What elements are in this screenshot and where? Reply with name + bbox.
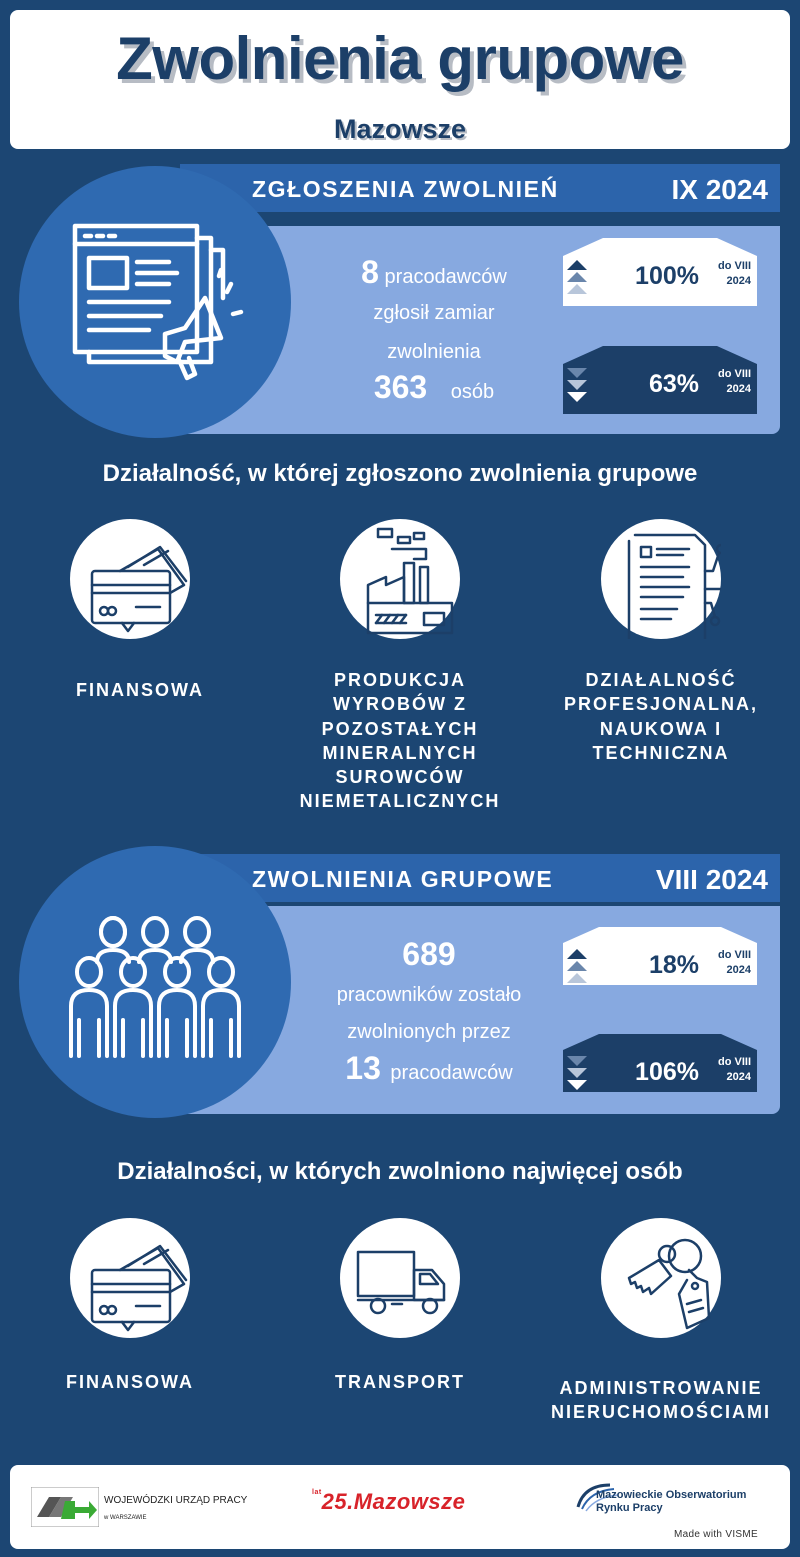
change-down-badge: [563, 346, 757, 404]
document-circuit-icon: [601, 519, 721, 639]
compare-label: do VIII: [718, 1056, 751, 1068]
page-title: Zwolnienia grupowe: [116, 25, 684, 92]
statement-line-2: pracowników zostało: [336, 984, 522, 1006]
change-up-badge: [563, 927, 757, 985]
change-down-compare: [718, 1055, 751, 1085]
compare-year: 2024: [726, 382, 751, 395]
credit-card-icon: [70, 1218, 190, 1338]
persons-count: 363: [373, 369, 428, 405]
activity-5-circle: [340, 1218, 460, 1338]
header-card: [10, 10, 790, 149]
change-up-compare: [718, 948, 751, 978]
employers-line: [300, 254, 568, 291]
activities-heading-2: Działalności, w których zwolniono najwięcej osób: [117, 1158, 683, 1185]
compare-year: 2024: [726, 1070, 751, 1083]
observatory-name: [596, 1489, 746, 1514]
persons-label: osób: [450, 381, 495, 403]
compare-year: 2024: [726, 274, 751, 287]
workers-count: 689: [402, 936, 456, 972]
change-down-value: 63%: [648, 370, 699, 398]
employers-label: pracodawców: [390, 1062, 513, 1084]
arrow-down-icon: [565, 1048, 589, 1092]
activity-6-label: ADMINISTROWANIE NIERUCHOMOŚCIAMI: [551, 1378, 771, 1423]
arrow-down-icon: [565, 360, 589, 404]
activity-2-label: PRODUKCJA WYROBÓW Z POZOSTAŁYCH MINERALNYCH SUROWCÓW NIEMETALICZNYCH: [299, 670, 501, 812]
workers-line: [295, 936, 563, 973]
statement-line-3: zwolnionych przez: [347, 1021, 511, 1043]
observatory-line-2: Rynku Pracy: [596, 1501, 663, 1514]
layoffs-circle: [19, 846, 291, 1118]
compare-year: 2024: [726, 963, 751, 976]
mazowsze-name: Mazowsze: [353, 1489, 466, 1514]
notifications-circle: [19, 166, 291, 438]
employers-count: 13: [345, 1050, 381, 1086]
mazowsze-number: 25.: [321, 1489, 354, 1514]
page-subtitle: Mazowsze: [333, 114, 467, 144]
employers-label: pracodawców: [384, 266, 507, 288]
credit-card-icon: [70, 519, 190, 639]
people-group-icon: [19, 846, 291, 1118]
activity-3-circle: [601, 519, 721, 639]
statement-line-2: zgłosił zamiar: [373, 302, 495, 324]
observatory-line-1: Mazowieckie Obserwatorium: [596, 1489, 747, 1501]
activity-2-circle: [340, 519, 460, 639]
banner-period: IX 2024: [671, 174, 768, 205]
employers-line: [295, 1050, 563, 1087]
footer: [10, 1465, 790, 1549]
mazowsze-logo: [312, 1489, 465, 1515]
mazowsze-years: lat: [312, 1489, 322, 1496]
change-up-value: 100%: [635, 262, 699, 290]
made-with-credit: Made with VISME: [674, 1529, 758, 1540]
browser-megaphone-icon: [19, 166, 291, 438]
banner-title: ZGŁOSZENIA ZWOLNIEŃ: [252, 176, 559, 202]
arrow-up-icon: [565, 252, 589, 296]
activity-4-label: FINANSOWA: [66, 1372, 194, 1392]
statement-line-3: zwolnienia: [387, 341, 481, 363]
change-up-value: 18%: [648, 951, 699, 979]
compare-label: do VIII: [718, 949, 751, 961]
activities-heading-1: Działalność, w której zgłoszono zwolnienia grupowe: [102, 460, 698, 487]
compare-label: do VIII: [718, 368, 751, 380]
wup-logo-icon: [31, 1487, 99, 1527]
compare-label: do VIII: [718, 260, 751, 272]
wup-city: w WARSZAWIE: [104, 1515, 147, 1521]
activity-3-label: DZIAŁALNOŚĆ PROFESJONALNA, NAUKOWA I TECHNICZNA: [563, 670, 759, 763]
change-up-badge: [563, 238, 757, 296]
change-down-compare: [718, 367, 751, 397]
change-down-badge: [563, 1034, 757, 1092]
banner-title: ZWOLNIENIA GRUPOWE: [252, 866, 554, 892]
wup-name: WOJEWÓDZKI URZĄD PRACY: [104, 1495, 248, 1506]
banner-period: VIII 2024: [655, 864, 768, 895]
factory-icon: [340, 519, 460, 639]
activity-1-circle: [70, 519, 190, 639]
employers-count: 8: [361, 254, 379, 290]
change-down-value: 106%: [635, 1058, 699, 1086]
activity-1-label: FINANSOWA: [76, 680, 204, 700]
truck-icon: [340, 1218, 460, 1338]
arrow-up-icon: [565, 941, 589, 985]
keys-icon: [601, 1218, 721, 1338]
change-up-compare: [718, 259, 751, 289]
activity-4-circle: [70, 1218, 190, 1338]
activity-5-label: TRANSPORT: [335, 1372, 465, 1392]
activity-6-circle: [601, 1218, 721, 1338]
persons-line: [300, 369, 568, 406]
